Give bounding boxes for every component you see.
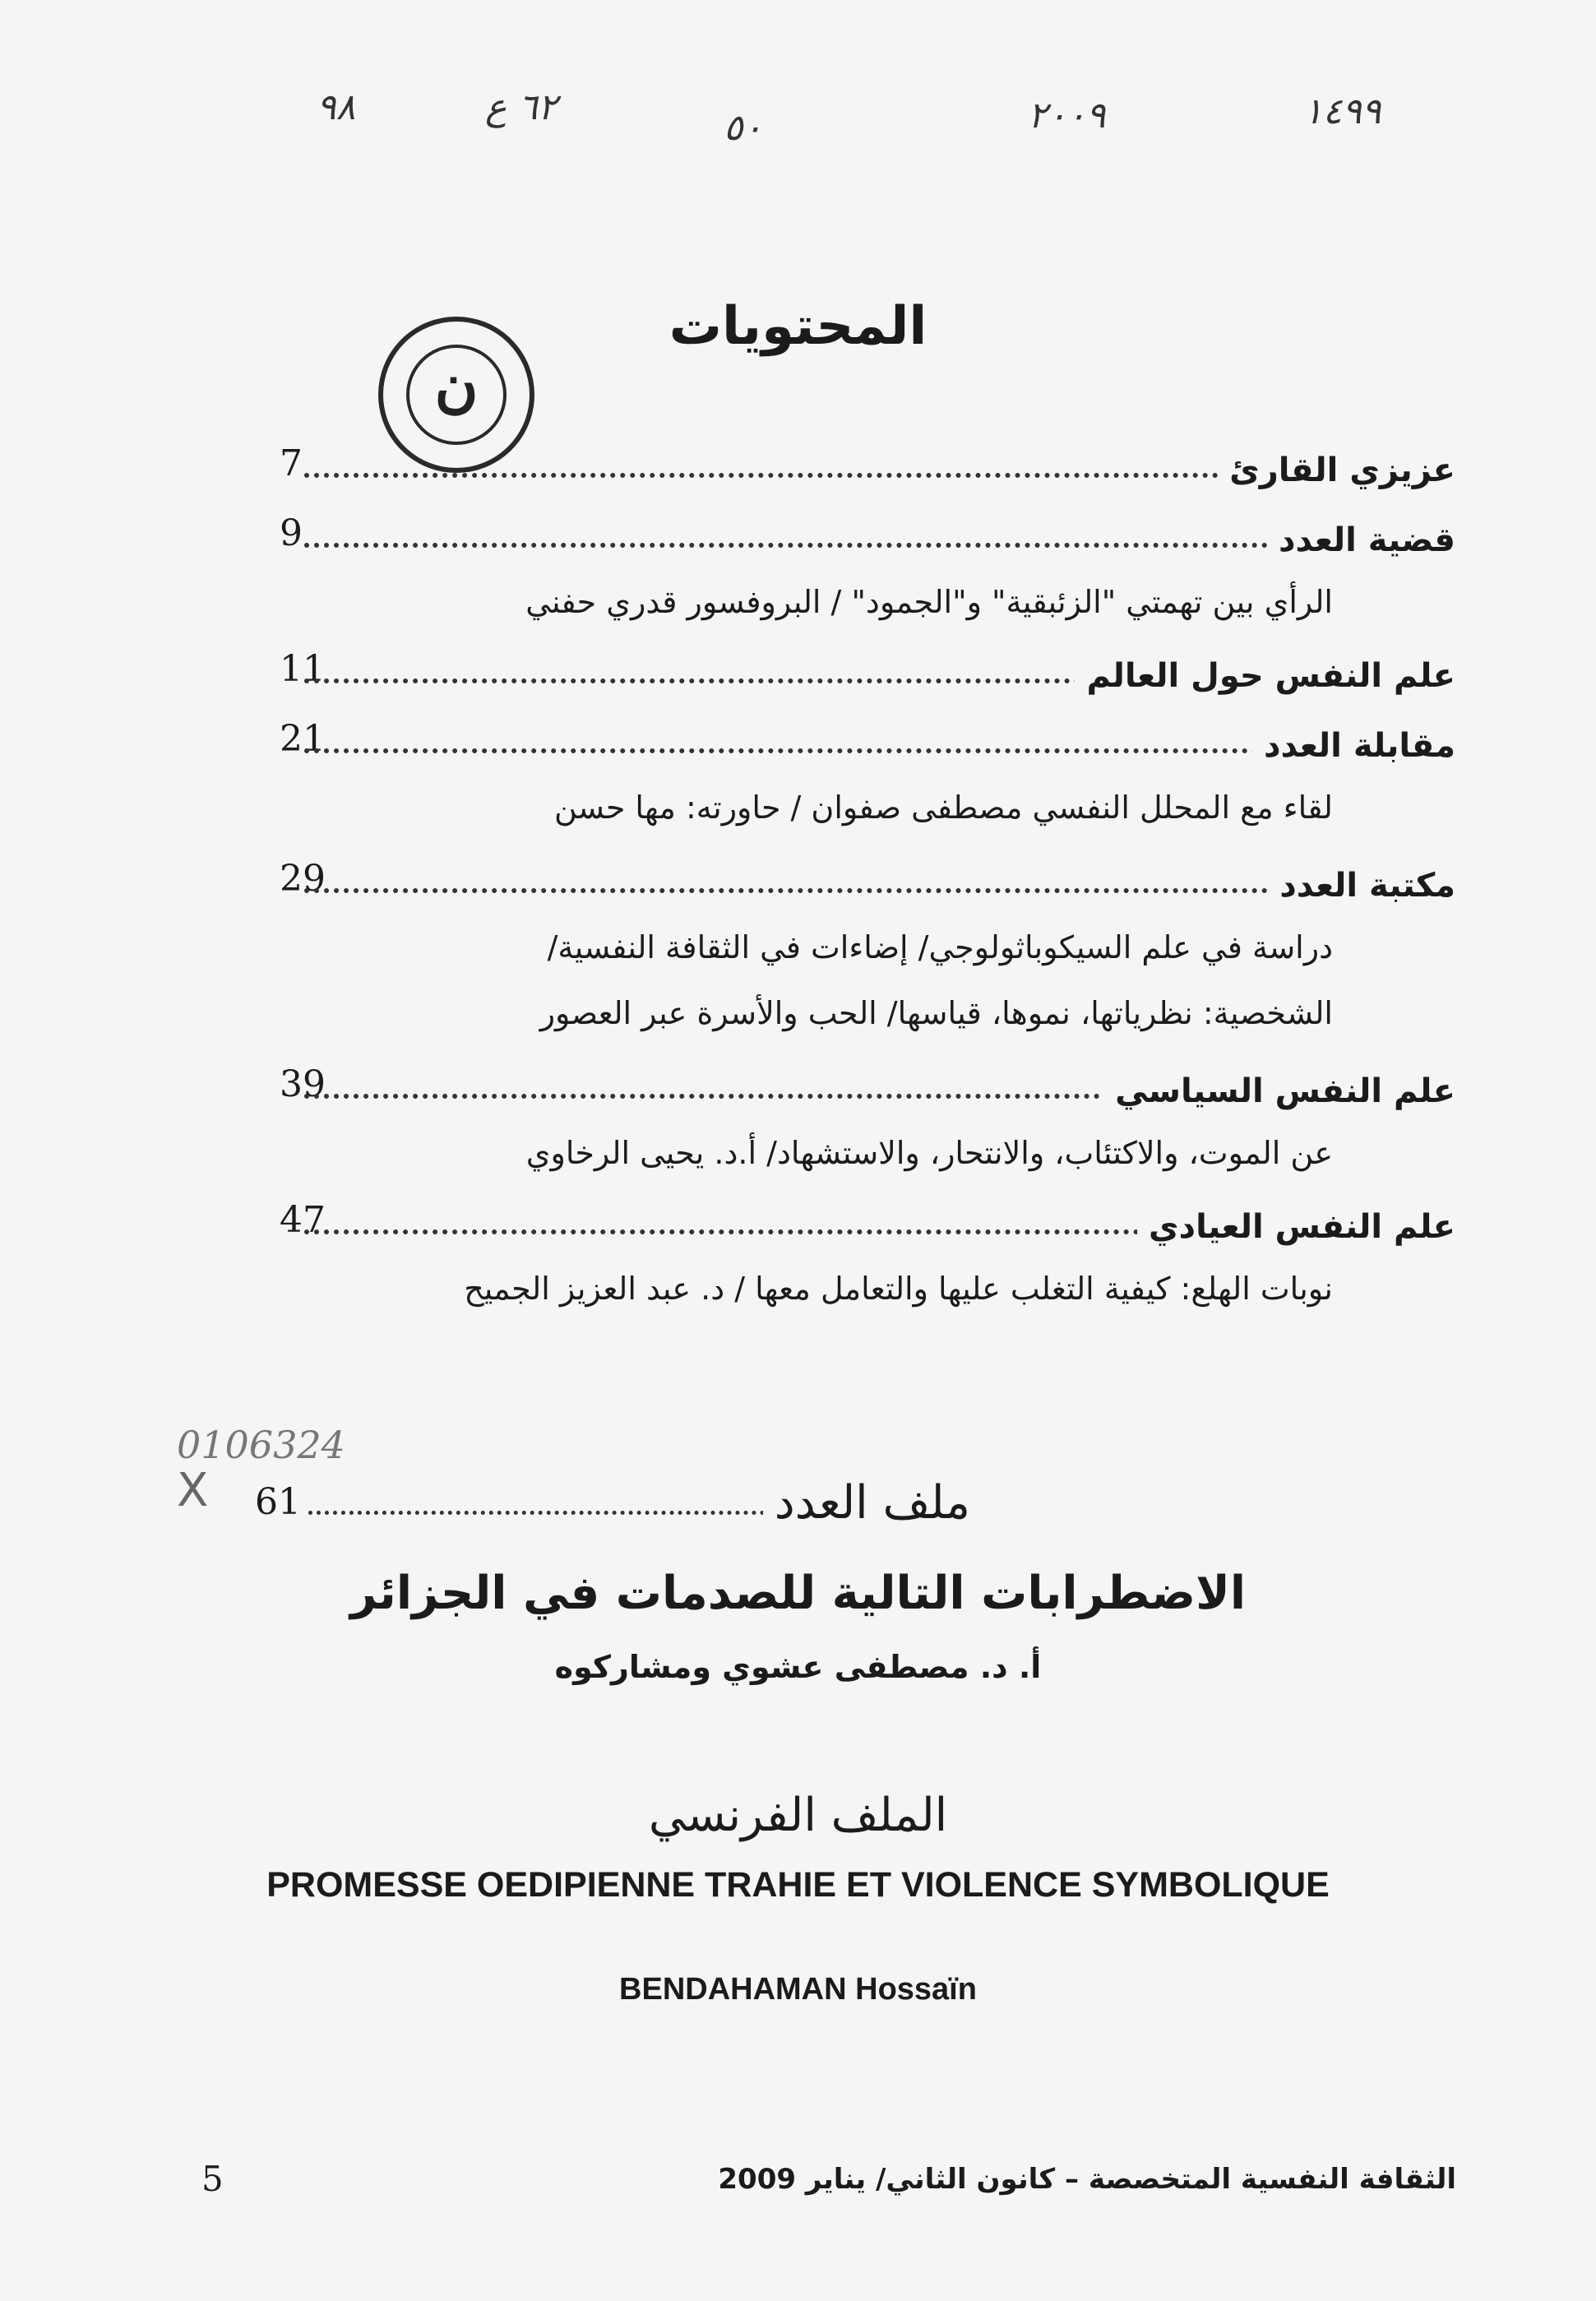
handwritten-x-mark: X xyxy=(177,1464,209,1517)
toc-entry-psychology-world[interactable] xyxy=(280,646,1455,695)
toc-sub-clinical: نوبات الهلع: كيفية التغلب عليها والتعامل معها / د. عبد العزيز الجميح xyxy=(464,1271,1333,1307)
toc-page: 7 xyxy=(280,442,303,484)
toc-entry-interview[interactable] xyxy=(280,715,1455,765)
toc-sub-interview: لقاء مع المحلل النفسي مصطفى صفوان / حاورته: مها حسن xyxy=(554,789,1333,826)
toc-label: عزيزي القارئ xyxy=(1218,451,1455,489)
toc-sub-political: عن الموت، والاكتئاب، والانتحار، والاستشهاد/ أ.د. يحيى الرخاوي xyxy=(525,1135,1333,1171)
french-dossier-title: PROMESSE OEDIPIENNE TRAHIE ET VIOLENCE SYMBOLIQUE xyxy=(266,1865,1330,1905)
dossier-author: أ. د. مصطفى عشوي ومشاركوه xyxy=(554,1649,1042,1685)
toc-sub-library-1: دراسة في علم السيكوباثولوجي/ إضاءات في الثقافة النفسية/ xyxy=(547,929,1333,965)
toc-entry-library[interactable] xyxy=(280,855,1455,905)
toc-entry-dossier[interactable] xyxy=(247,1472,970,1530)
toc-entry-clinical[interactable] xyxy=(280,1197,1455,1246)
toc-page: 61 xyxy=(255,1481,301,1523)
handwritten-issue: ٥٠ xyxy=(724,107,763,149)
toc-label: علم النفس العيادي xyxy=(1137,1208,1455,1246)
french-dossier-heading: الملف الفرنسي xyxy=(648,1789,948,1842)
toc-label: علم النفس حول العالم xyxy=(1075,657,1455,695)
toc-page: 11 xyxy=(280,648,326,690)
toc-label: علم النفس السياسي xyxy=(1103,1072,1455,1110)
dossier-title: الاضطرابات التالية للصدمات في الجزائر xyxy=(349,1567,1247,1620)
handwritten-dossier-note: 0106324 xyxy=(177,1423,345,1467)
toc-label: مقابلة العدد xyxy=(1252,727,1455,765)
handwritten-code: ٦٢ ع xyxy=(485,86,557,128)
toc-label: قضية العدد xyxy=(1267,521,1455,559)
toc-page: 9 xyxy=(280,512,303,554)
french-dossier-author: BENDAHAMAN Hossaïn xyxy=(619,1972,977,2007)
handwritten-ref: ١٤٩٩ xyxy=(1303,90,1381,132)
footer-journal-text: الثقافة النفسية المتخصصة – كانون الثاني/ يناير 2009 xyxy=(718,2163,1456,2196)
handwritten-year: ٢٠٠٩ xyxy=(1028,95,1106,137)
toc-entry-dear-reader[interactable] xyxy=(280,440,1455,489)
toc-label: مكتبة العدد xyxy=(1268,867,1455,905)
toc-sub-issue-topic: الرأي بين تهمتي "الزئبقية" و"الجمود" / البروفسور قدري حفني xyxy=(525,584,1333,620)
toc-page: 21 xyxy=(280,718,326,760)
toc-entry-political[interactable] xyxy=(280,1061,1455,1110)
dossier-label: ملف العدد xyxy=(763,1476,970,1530)
toc-entry-issue-topic[interactable] xyxy=(280,510,1455,559)
handwritten-number-1: ٩٨ xyxy=(317,86,356,128)
page-title: المحتويات xyxy=(668,296,928,357)
toc-page: 47 xyxy=(280,1199,326,1241)
toc-page: 29 xyxy=(280,858,326,900)
stamp-glyph: ن xyxy=(434,350,479,419)
toc-sub-library-2: الشخصية: نظرياتها، نموها، قياسها/ الحب والأسرة عبر العصور xyxy=(539,995,1333,1031)
toc-page: 39 xyxy=(280,1063,326,1105)
footer-page-number: 5 xyxy=(201,2159,224,2199)
